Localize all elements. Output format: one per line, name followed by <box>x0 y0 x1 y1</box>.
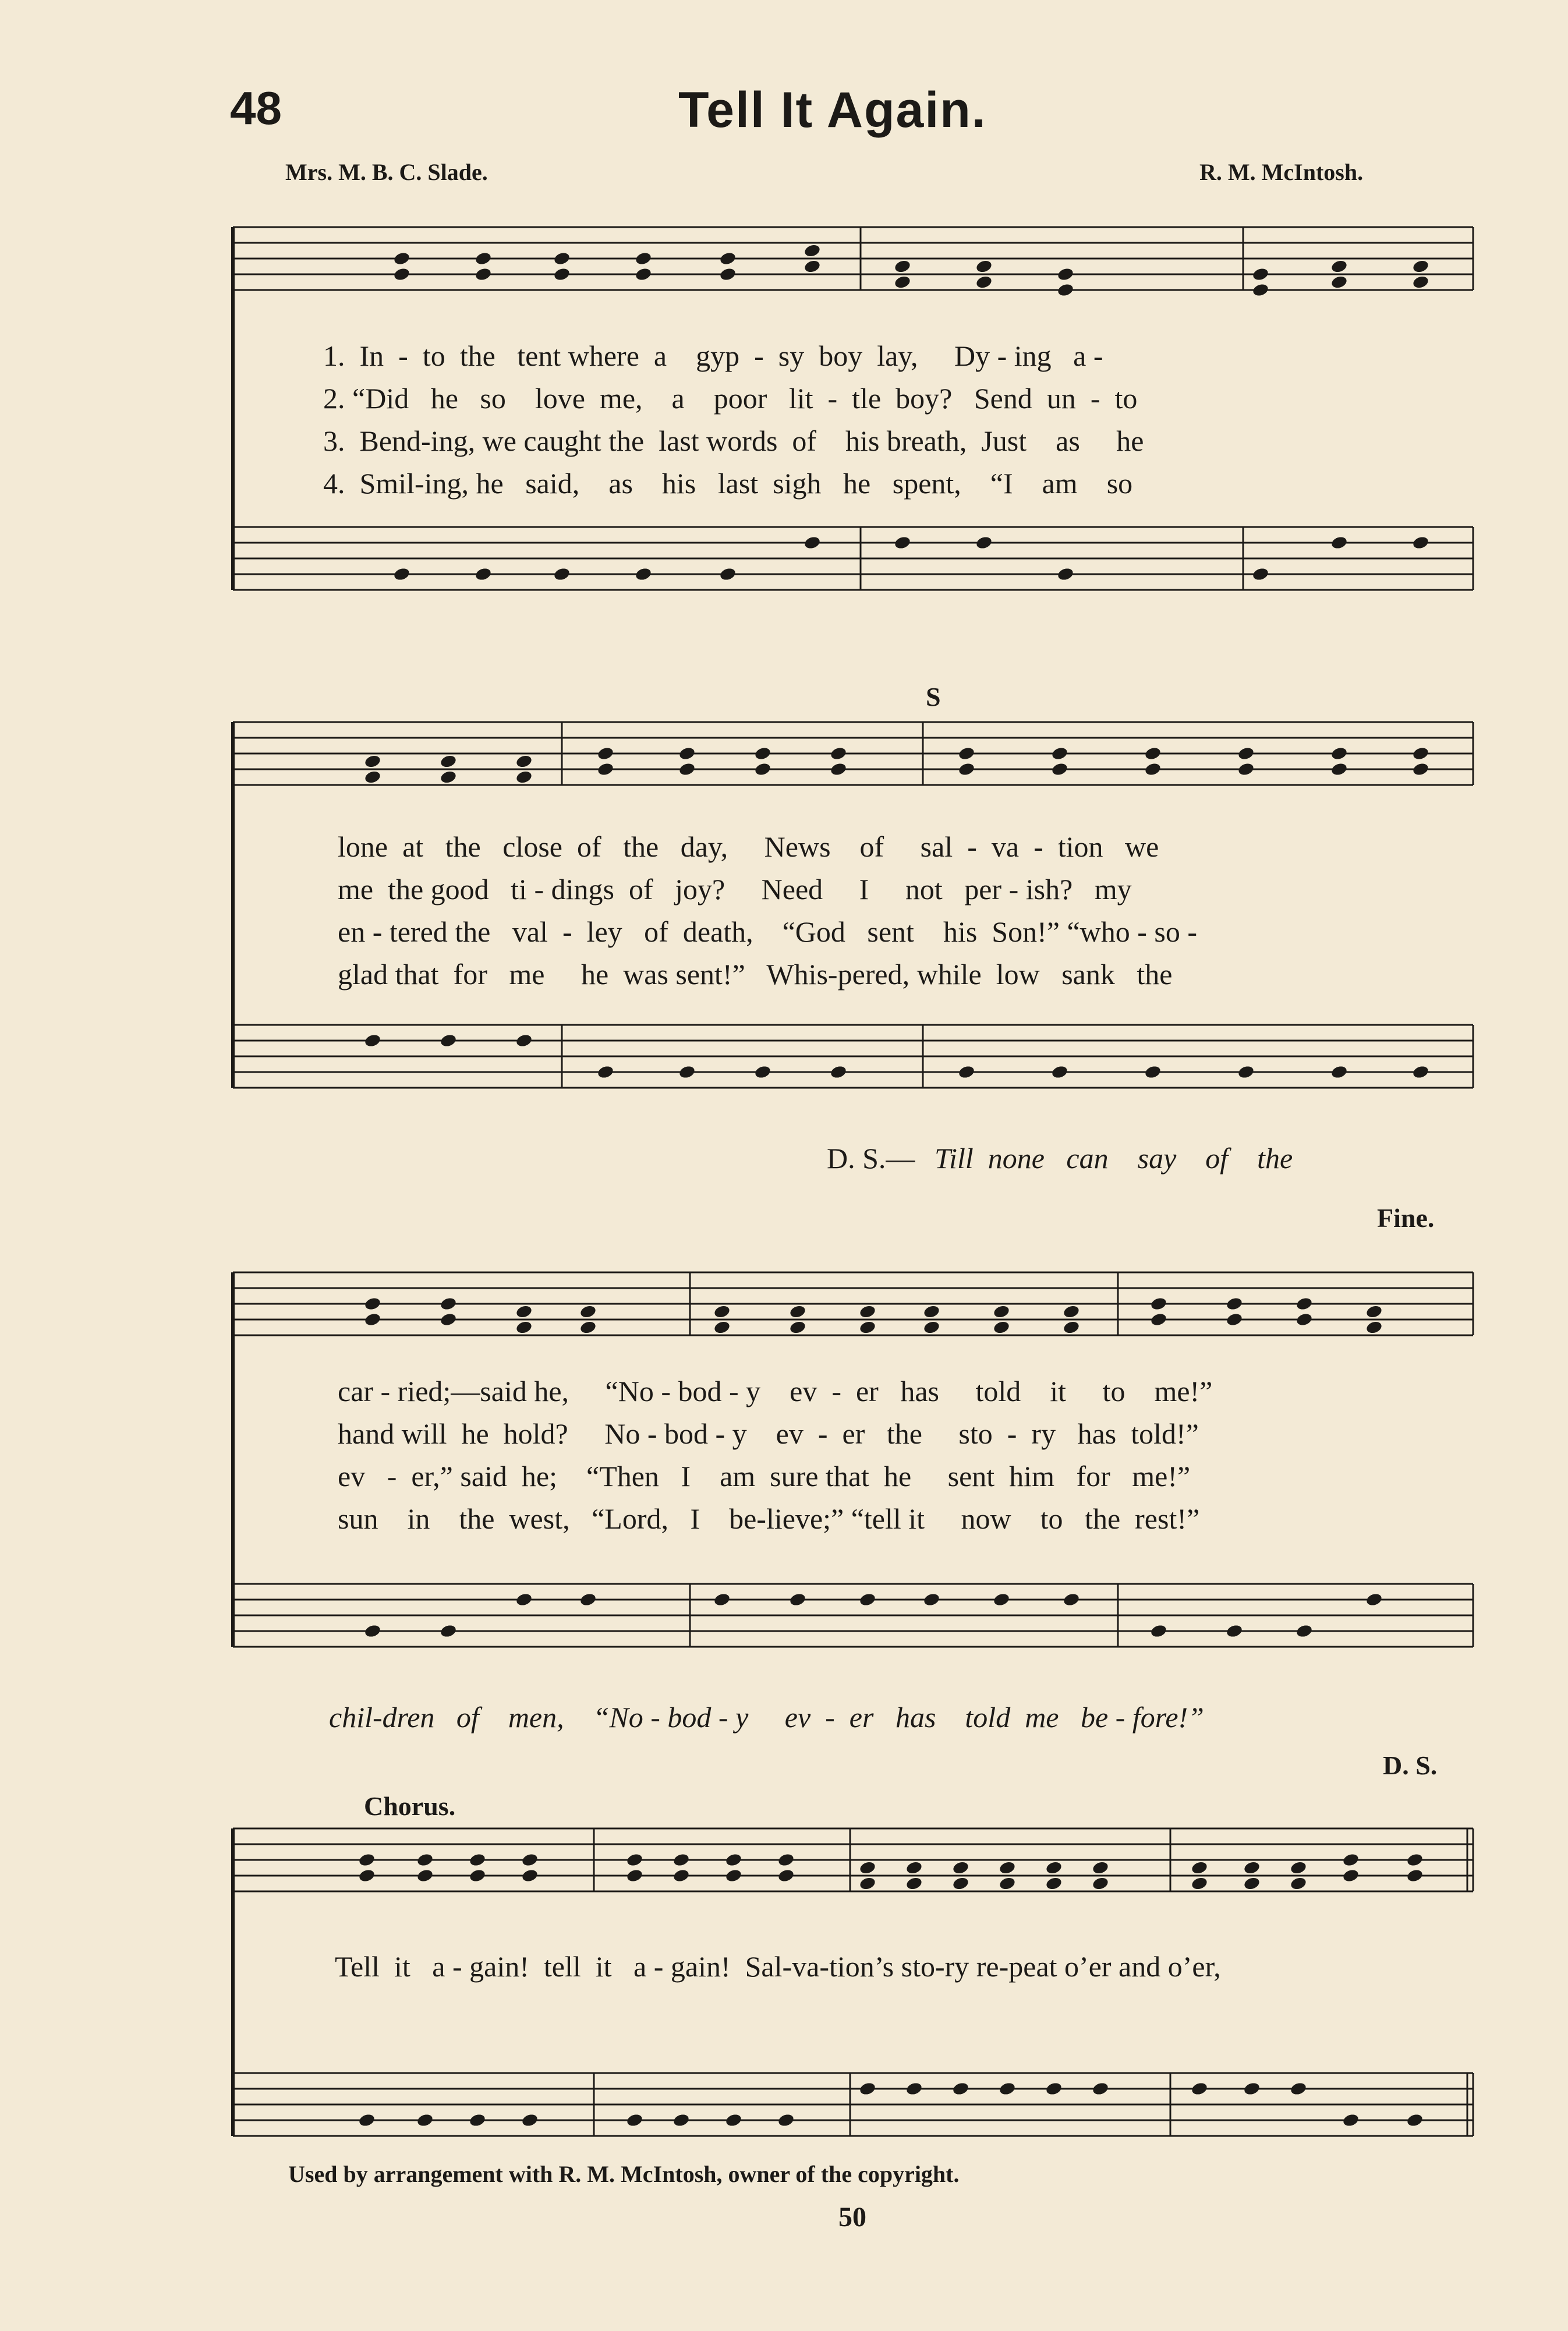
system-3-treble-notehead <box>713 1320 731 1335</box>
system-4-treble-notehead <box>1342 1852 1360 1867</box>
system-4-bass-notehead <box>999 2081 1017 2096</box>
verse-1-line-1: 1. In - to the tent where a gyp - sy boy lay, Dy - ing a - <box>323 339 1103 372</box>
system-1-treble-notehead <box>553 267 571 282</box>
system-4-treble-notehead <box>626 1868 644 1883</box>
system-4-treble-notehead <box>1290 1860 1308 1876</box>
system-4-treble-notehead <box>1191 1876 1209 1891</box>
verse-2-line-3: hand will he hold? No - bod - y ev - er the sto - ry has told!” <box>338 1417 1199 1450</box>
system-4-treble-notehead <box>725 1868 743 1883</box>
system-3-treble-notehead <box>579 1304 597 1320</box>
system-4-treble-notehead <box>725 1852 743 1867</box>
system-2-treble-notehead <box>597 762 615 777</box>
system-1-bass-notehead <box>635 567 653 582</box>
system-4-bass-notehead <box>1290 2081 1308 2096</box>
system-4-treble-notehead <box>416 1868 434 1883</box>
ds-refrain-line-1: Till none can say of the <box>935 1142 1293 1175</box>
system-1-bass-notehead <box>1057 567 1075 582</box>
verse-4-line-2: glad that for me he was sent!” Whis-pered, while low sank the <box>338 958 1173 991</box>
system-4-treble-notehead <box>1092 1876 1110 1891</box>
system-1-treble-notehead <box>804 259 822 274</box>
system-1-treble-notehead <box>1252 282 1270 298</box>
system-4-bass-notehead <box>358 2113 376 2128</box>
system-3-treble-notehead <box>515 1320 533 1335</box>
system-3-bass-notehead <box>515 1592 533 1607</box>
system-2-treble-notehead <box>678 762 696 777</box>
ds-refrain-line-2: chil-dren of men, “No - bod - y ev - er has told me be - fore!” <box>329 1701 1204 1734</box>
system-1-treble-notehead <box>475 251 493 266</box>
system-3-treble-notehead <box>515 1304 533 1320</box>
system-3-treble-notehead <box>364 1296 382 1311</box>
system-3-treble-notehead <box>1296 1296 1314 1311</box>
system-1-treble-notehead <box>393 251 411 266</box>
system-2-treble-notehead <box>515 754 533 769</box>
system-3-treble-notehead <box>440 1312 458 1327</box>
system-3-bass-notehead <box>923 1592 941 1607</box>
system-1-treble-notehead <box>393 267 411 282</box>
system-1-treble-notehead <box>1412 275 1430 290</box>
system-4-bass-notehead <box>626 2113 644 2128</box>
system-1-bass-notehead <box>719 567 737 582</box>
system-1-treble-notehead <box>1330 275 1348 290</box>
copyright-notice: Used by arrangement with R. M. McIntosh, owner of the copyright. <box>288 2161 960 2187</box>
system-4-treble-notehead <box>1243 1860 1261 1876</box>
system-3-treble-notehead <box>789 1320 807 1335</box>
system-4-treble-notehead <box>358 1868 376 1883</box>
system-3-treble-notehead <box>1296 1312 1314 1327</box>
system-1-treble-notehead <box>894 259 912 274</box>
system-1-treble-notehead <box>635 267 653 282</box>
system-4-bass-notehead <box>725 2113 743 2128</box>
system-3-bass-notehead <box>579 1592 597 1607</box>
segno-sign: S <box>926 682 941 712</box>
system-4-bass-notehead <box>952 2081 970 2096</box>
sheet-number: 50 <box>838 2202 866 2233</box>
system-3-bass-notehead <box>859 1592 877 1607</box>
system-1-bass-notehead <box>1252 567 1270 582</box>
system-4-treble-notehead <box>1045 1860 1063 1876</box>
verse-3-line-3: ev - er,” said he; “Then I am sure that he sent him for me!” <box>338 1460 1191 1492</box>
system-1-treble-notehead <box>975 259 993 274</box>
system-3-treble-notehead <box>1226 1296 1244 1311</box>
system-2-treble-notehead <box>597 746 615 761</box>
system-4-bass-notehead <box>859 2081 877 2096</box>
system-2-treble-notehead <box>830 762 848 777</box>
system-2-treble-notehead <box>1412 762 1430 777</box>
system-4-bass-notehead <box>416 2113 434 2128</box>
system-4-treble-notehead <box>1045 1876 1063 1891</box>
system-2-bass-notehead <box>1237 1064 1255 1080</box>
system-2-treble-notehead <box>1237 746 1255 761</box>
system-1-bass-notehead <box>393 567 411 582</box>
hymn-title: Tell It Again. <box>678 82 987 138</box>
system-1-treble-notehead <box>1412 259 1430 274</box>
system-4-treble-notehead <box>905 1876 923 1891</box>
system-3-treble-notehead <box>993 1304 1011 1320</box>
system-3-bass-notehead <box>1063 1592 1081 1607</box>
system-4-treble-notehead <box>1290 1876 1308 1891</box>
system-1-treble-notehead <box>894 275 912 290</box>
system-4-treble-notehead <box>1406 1868 1424 1883</box>
verse-4-line-1: 4. Smil-ing, he said, as his last sigh he spent, “I am so <box>323 467 1133 500</box>
system-2-bass-notehead <box>440 1033 458 1048</box>
system-3-treble-notehead <box>789 1304 807 1320</box>
system-3-treble-notehead <box>1150 1312 1168 1327</box>
lyricist-credit: Mrs. M. B. C. Slade. <box>285 159 488 185</box>
system-2-treble-notehead <box>1330 746 1348 761</box>
system-3-treble-notehead <box>859 1320 877 1335</box>
system-3-treble-notehead <box>1365 1320 1383 1335</box>
system-4-bass-notehead <box>1191 2081 1209 2096</box>
system-1-treble-notehead <box>553 251 571 266</box>
ds-label: D. S.— <box>827 1142 915 1175</box>
system-3-bass-notehead <box>364 1623 382 1639</box>
system-2-treble-notehead <box>1051 762 1069 777</box>
system-2-treble-notehead <box>1051 746 1069 761</box>
system-3-bass-notehead <box>1226 1623 1244 1639</box>
system-2-bass-notehead <box>754 1064 772 1080</box>
system-2-treble-notehead <box>830 746 848 761</box>
system-2-bass-notehead <box>1144 1064 1162 1080</box>
system-2-treble-notehead <box>1237 762 1255 777</box>
system-4-treble-notehead <box>469 1868 487 1883</box>
system-1-treble-notehead <box>1252 267 1270 282</box>
system-1-treble-notehead <box>1057 282 1075 298</box>
system-2-treble-notehead <box>515 770 533 785</box>
system-4-treble-notehead <box>777 1868 795 1883</box>
system-4-treble-notehead <box>358 1852 376 1867</box>
system-1-treble-notehead <box>719 251 737 266</box>
system-4-treble-notehead <box>952 1876 970 1891</box>
system-2-treble-notehead <box>364 770 382 785</box>
system-4-bass-notehead <box>1342 2113 1360 2128</box>
system-4-bass-notehead <box>672 2113 691 2128</box>
system-3-bass-notehead <box>1365 1592 1383 1607</box>
system-3-bass-notehead <box>713 1592 731 1607</box>
system-1-treble-notehead <box>1330 259 1348 274</box>
system-1-bass-notehead <box>553 567 571 582</box>
system-3-bass-notehead <box>440 1623 458 1639</box>
system-3-bass-notehead <box>993 1592 1011 1607</box>
system-4-bass-notehead <box>469 2113 487 2128</box>
system-3-bass-notehead <box>1296 1623 1314 1639</box>
system-1-treble-notehead <box>1057 267 1075 282</box>
system-1-treble-notehead <box>475 267 493 282</box>
system-1-treble-notehead <box>975 275 993 290</box>
system-3-treble-notehead <box>1150 1296 1168 1311</box>
system-4-treble-notehead <box>1342 1868 1360 1883</box>
system-4-treble-notehead <box>859 1860 877 1876</box>
system-2-bass-notehead <box>678 1064 696 1080</box>
chorus-label: Chorus. <box>364 1791 456 1821</box>
system-4-treble-notehead <box>1191 1860 1209 1876</box>
system-4-treble-notehead <box>1406 1852 1424 1867</box>
system-2-bass-notehead <box>1330 1064 1348 1080</box>
system-4-bass-notehead <box>905 2081 923 2096</box>
ds-mark: D. S. <box>1383 1750 1438 1780</box>
system-3-treble-notehead <box>440 1296 458 1311</box>
system-4-bass-notehead <box>1243 2081 1261 2096</box>
verse-3-line-2: en - tered the val - ley of death, “God sent his Son!” “who - so - <box>338 915 1198 948</box>
system-2-bass-notehead <box>515 1033 533 1048</box>
system-2-treble-notehead <box>1144 746 1162 761</box>
system-3-treble-notehead <box>1365 1304 1383 1320</box>
system-4-treble-notehead <box>999 1860 1017 1876</box>
system-2-treble-notehead <box>958 746 976 761</box>
system-3-treble-notehead <box>579 1320 597 1335</box>
system-1-bass-notehead <box>804 535 822 550</box>
fine-mark: Fine. <box>1377 1203 1435 1233</box>
system-2-treble-notehead <box>364 754 382 769</box>
verse-4-line-3: sun in the west, “Lord, I be-lieve;” “tell it now to the rest!” <box>338 1502 1200 1535</box>
system-2-bass-notehead <box>364 1033 382 1048</box>
system-3-treble-notehead <box>713 1304 731 1320</box>
system-4-treble-notehead <box>521 1868 539 1883</box>
system-3-treble-notehead <box>364 1312 382 1327</box>
composer-credit: R. M. McIntosh. <box>1199 159 1364 185</box>
system-3-bass-notehead <box>1150 1623 1168 1639</box>
system-4-treble-notehead <box>521 1852 539 1867</box>
system-3-treble-notehead <box>923 1320 941 1335</box>
chorus-lyric-line: Tell it a - gain! tell it a - gain! Sal-va-tion’s sto-ry re-peat o’er and o’er, <box>335 1950 1221 1983</box>
system-3-treble-notehead <box>923 1304 941 1320</box>
system-3-treble-notehead <box>993 1320 1011 1335</box>
system-4-treble-notehead <box>777 1852 795 1867</box>
system-4-treble-notehead <box>905 1860 923 1876</box>
system-3-treble-notehead <box>1063 1320 1081 1335</box>
system-4-bass-notehead <box>521 2113 539 2128</box>
system-3-treble-notehead <box>1226 1312 1244 1327</box>
system-4-bass-notehead <box>1092 2081 1110 2096</box>
system-2-bass-notehead <box>1051 1064 1069 1080</box>
system-4-treble-notehead <box>626 1852 644 1867</box>
system-4-treble-notehead <box>1243 1876 1261 1891</box>
system-1-bass-notehead <box>975 535 993 550</box>
system-2-treble-notehead <box>440 770 458 785</box>
verse-1-line-3: car - ried;—said he, “No - bod - y ev - er has told it to me!” <box>338 1375 1213 1407</box>
verse-1-line-2: lone at the close of the day, News of sal - va - tion we <box>338 830 1159 863</box>
system-4-treble-notehead <box>952 1860 970 1876</box>
system-2-treble-notehead <box>440 754 458 769</box>
system-3-treble-notehead <box>859 1304 877 1320</box>
system-2-treble-notehead <box>754 746 772 761</box>
system-2-treble-notehead <box>754 762 772 777</box>
system-1-treble-notehead <box>635 251 653 266</box>
page-number: 48 <box>230 82 282 134</box>
system-1-bass-notehead <box>1330 535 1348 550</box>
system-1-bass-notehead <box>894 535 912 550</box>
system-4-bass-notehead <box>1406 2113 1424 2128</box>
system-1-bass-notehead <box>475 567 493 582</box>
system-1-treble-notehead <box>719 267 737 282</box>
system-4-bass-notehead <box>777 2113 795 2128</box>
verse-2-line-1: 2. “Did he so love me, a poor lit - tle boy? Send un - to <box>323 382 1138 415</box>
system-2-treble-notehead <box>1144 762 1162 777</box>
verse-2-line-2: me the good ti - dings of joy? Need I not per - ish? my <box>338 873 1132 905</box>
system-2-bass-notehead <box>958 1064 976 1080</box>
system-4-treble-notehead <box>469 1852 487 1867</box>
system-4-bass-notehead <box>1045 2081 1063 2096</box>
system-4-treble-notehead <box>1092 1860 1110 1876</box>
system-3-treble-notehead <box>1063 1304 1081 1320</box>
system-2-bass-notehead <box>830 1064 848 1080</box>
system-1-bass-notehead <box>1412 535 1430 550</box>
system-2-bass-notehead <box>597 1064 615 1080</box>
system-1-treble-notehead <box>804 243 822 259</box>
verse-3-line-1: 3. Bend-ing, we caught the last words of his breath, Just as he <box>323 425 1144 457</box>
system-4-treble-notehead <box>672 1852 691 1867</box>
system-4-treble-notehead <box>859 1876 877 1891</box>
system-3-bass-notehead <box>789 1592 807 1607</box>
system-2-treble-notehead <box>678 746 696 761</box>
system-4-treble-notehead <box>416 1852 434 1867</box>
system-4-treble-notehead <box>672 1868 691 1883</box>
system-2-treble-notehead <box>958 762 976 777</box>
system-2-treble-notehead <box>1330 762 1348 777</box>
system-4-treble-notehead <box>999 1876 1017 1891</box>
system-2-treble-notehead <box>1412 746 1430 761</box>
system-2-bass-notehead <box>1412 1064 1430 1080</box>
